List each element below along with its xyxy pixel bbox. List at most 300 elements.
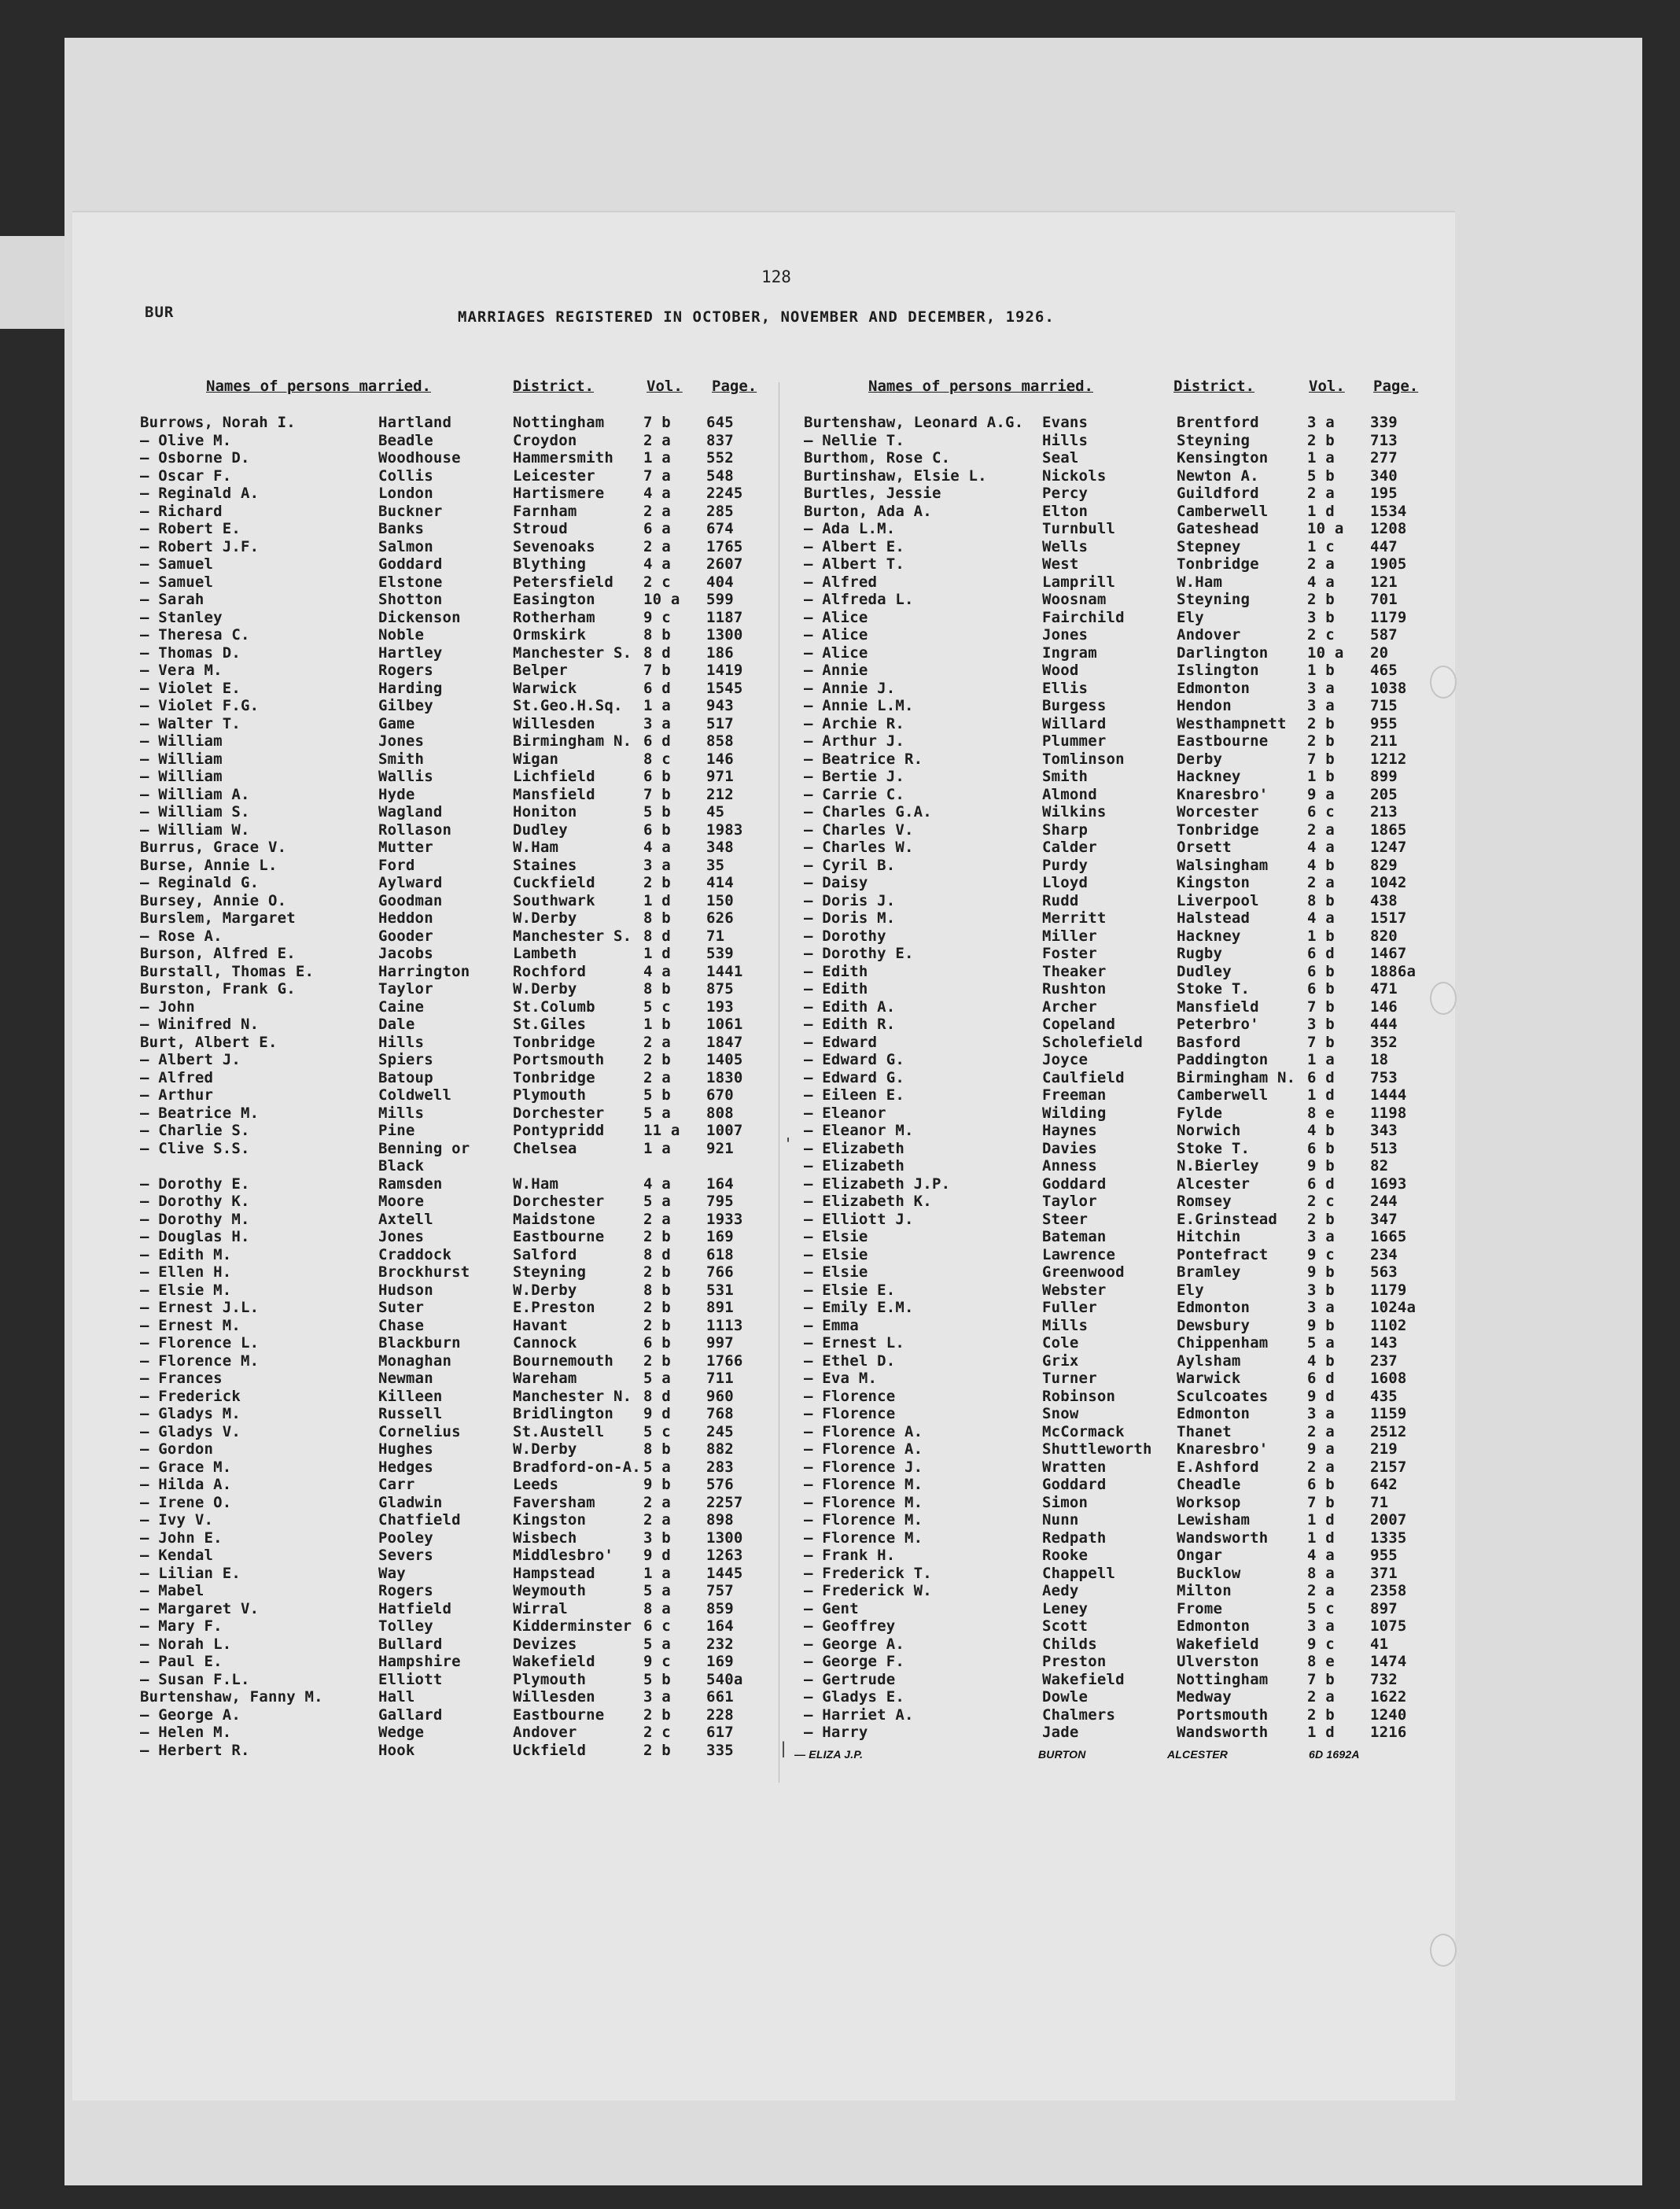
entry-vol: 2 a <box>643 1069 671 1086</box>
entry-district: Wigan <box>513 750 559 768</box>
entry-district: Worksop <box>1177 1494 1241 1511</box>
entry-spouse: Cole <box>1042 1334 1079 1352</box>
entry-row <box>140 1175 769 1193</box>
entry-vol: 8 e <box>1307 1104 1335 1122</box>
entry-vol: 3 b <box>1307 1282 1335 1299</box>
entry-vol: 2 a <box>643 432 671 449</box>
entry-name: — Florence M. <box>804 1511 923 1529</box>
entry-spouse: Willard <box>1042 715 1107 732</box>
entry-page: 150 <box>706 892 734 909</box>
entry-name: — Gent <box>804 1600 859 1617</box>
entry-row <box>140 821 769 839</box>
entry-name: — Gladys V. <box>140 1423 241 1440</box>
entry-row <box>140 945 769 962</box>
entry-spouse: Chase <box>378 1317 425 1334</box>
entry-page: 711 <box>706 1370 734 1387</box>
entry-district: Weymouth <box>513 1582 587 1599</box>
entry-vol: 2 c <box>643 1724 671 1741</box>
entry-name: — Eleanor <box>804 1104 886 1122</box>
entry-row <box>804 874 1433 891</box>
entry-row <box>804 1653 1433 1670</box>
entry-name: — Cyril B. <box>804 857 896 874</box>
entry-vol: 8 b <box>1307 892 1335 909</box>
entry-name: — Edward G. <box>804 1051 905 1068</box>
entry-vol: 2 c <box>1307 626 1335 644</box>
entry-name: — Harry <box>804 1724 868 1741</box>
entry-name: — Florence M. <box>804 1494 923 1511</box>
entry-spouse: Russell <box>378 1405 443 1422</box>
entry-row <box>140 1140 769 1157</box>
entry-page: 1983 <box>706 821 743 839</box>
entry-district: Eastbourne <box>513 1706 605 1724</box>
entry-page: 1765 <box>706 538 743 555</box>
entry-district: Camberwell <box>1177 503 1269 520</box>
entry-row <box>804 1529 1433 1547</box>
entry-name: — Albert J. <box>140 1051 241 1068</box>
entry-page: 661 <box>706 1688 734 1706</box>
entry-name: Burson, Alfred E. <box>140 945 296 962</box>
entry-vol: 3 a <box>643 857 671 874</box>
entry-page: 617 <box>706 1724 734 1741</box>
entry-vol: 2 a <box>643 1511 671 1529</box>
entry-row <box>804 803 1433 821</box>
entry-name: — Violet E. <box>140 680 241 697</box>
entry-district: Halstead <box>1177 909 1251 927</box>
entry-spouse: Hills <box>1042 432 1089 449</box>
entry-page: 943 <box>706 697 734 714</box>
entry-name: — Elsie <box>804 1246 868 1263</box>
entry-district: Staines <box>513 857 577 874</box>
entry-page: 82 <box>1370 1157 1389 1175</box>
entry-spouse: Almond <box>1042 786 1097 803</box>
entry-row <box>140 1653 769 1670</box>
entry-row <box>140 1069 769 1086</box>
entry-name: — Florence <box>804 1405 896 1422</box>
entry-district: Tonbridge <box>1177 821 1259 839</box>
entry-page: 18 <box>1370 1051 1389 1068</box>
entry-vol: 3 a <box>1307 680 1335 697</box>
entry-spouse: Webster <box>1042 1282 1107 1299</box>
entry-name: — Gertrude <box>804 1671 896 1688</box>
entry-spouse: Taylor <box>378 980 433 998</box>
entry-page: 2157 <box>1370 1459 1407 1476</box>
entry-district: W.Derby <box>513 980 577 998</box>
entry-name: — Albert T. <box>804 555 905 573</box>
entry-page: 1405 <box>706 1051 743 1068</box>
entry-district: Cheadle <box>1177 1476 1241 1493</box>
entry-vol: 4 a <box>1307 909 1335 927</box>
entry-spouse: Beadle <box>378 432 433 449</box>
entry-name: — Kendal <box>140 1547 214 1564</box>
entry-name: — Ernest L. <box>804 1334 905 1352</box>
entry-row <box>140 732 769 750</box>
entry-row <box>804 503 1433 520</box>
entry-row <box>804 1636 1433 1653</box>
entry-district: Kingston <box>1177 874 1251 891</box>
entry-district: Wirral <box>513 1600 568 1617</box>
entry-page: 1693 <box>1370 1175 1407 1193</box>
entry-name: — Olive M. <box>140 432 232 449</box>
entry-row <box>140 1494 769 1511</box>
entry-district: Camberwell <box>1177 1086 1269 1104</box>
entry-district: St.Geo.H.Sq. <box>513 697 623 714</box>
entry-district: Hitchin <box>1177 1228 1241 1245</box>
entry-row <box>804 591 1433 608</box>
entry-page: 35 <box>706 857 725 874</box>
entry-district: Tonbridge <box>1177 555 1259 573</box>
entry-district: Thanet <box>1177 1423 1232 1440</box>
entry-page: 674 <box>706 520 734 537</box>
entry-name: — Edith A. <box>804 998 896 1016</box>
entry-row <box>804 1104 1433 1122</box>
entry-spouse: Craddock <box>378 1246 452 1263</box>
entry-vol: 3 b <box>643 1529 671 1547</box>
entry-page: 1300 <box>706 626 743 644</box>
entry-vol: 3 a <box>643 1688 671 1706</box>
entry-district: Croydon <box>513 432 577 449</box>
entry-district: W.Derby <box>513 909 577 927</box>
entry-row <box>140 1034 769 1051</box>
entry-vol: 5 a <box>643 1582 671 1599</box>
entry-page: 71 <box>1370 1494 1389 1511</box>
entry-name: — Florence A. <box>804 1440 923 1458</box>
entry-spouse: Seal <box>1042 449 1079 467</box>
entry-name: — Florence M. <box>140 1352 260 1370</box>
entry-page: 1263 <box>706 1547 743 1564</box>
entry-vol: 8 b <box>643 980 671 998</box>
entry-row <box>140 1405 769 1422</box>
entry-spouse: Benning or <box>378 1140 470 1157</box>
entry-page: 599 <box>706 591 734 608</box>
entry-page: 513 <box>1370 1140 1398 1157</box>
entry-spouse: Joyce <box>1042 1051 1089 1068</box>
entry-page: 414 <box>706 874 734 891</box>
entry-row <box>140 998 769 1016</box>
entry-row <box>140 1370 769 1387</box>
entry-vol: 9 b <box>1307 1157 1335 1175</box>
entry-vol: 5 c <box>643 998 671 1016</box>
entry-spouse: Mutter <box>378 839 433 856</box>
entry-district: Peterbro' <box>1177 1016 1259 1033</box>
entry-name: — Charles G.A. <box>804 803 932 821</box>
entry-district: Norwich <box>1177 1122 1241 1139</box>
entry-vol: 6 d <box>1307 1175 1335 1193</box>
entry-vol: 3 b <box>1307 609 1335 626</box>
entry-vol: 8 d <box>643 927 671 945</box>
entry-page: 1024a <box>1370 1299 1417 1316</box>
entry-spouse: Dickenson <box>378 609 461 626</box>
entry-name: — Archie R. <box>804 715 905 732</box>
entry-page: 576 <box>706 1476 734 1493</box>
entry-vol: 1 b <box>1307 662 1335 679</box>
entry-name: — Nellie T. <box>804 432 905 449</box>
entry-vol: 5 b <box>643 803 671 821</box>
entry-spouse: Rogers <box>378 662 433 679</box>
entry-page: 715 <box>1370 697 1398 714</box>
entry-page: 713 <box>1370 432 1398 449</box>
entry-name: — Edith M. <box>140 1246 232 1263</box>
entry-vol: 1 d <box>1307 503 1335 520</box>
entry-row <box>804 626 1433 644</box>
page-number: 128 <box>761 267 791 286</box>
entry-page: 193 <box>706 998 734 1016</box>
entry-page: 1038 <box>1370 680 1407 697</box>
entry-row <box>140 1228 769 1245</box>
entry-spouse: Lawrence <box>1042 1246 1116 1263</box>
entry-spouse: Heddon <box>378 909 433 927</box>
entry-page: 1042 <box>1370 874 1407 891</box>
entry-row <box>140 662 769 679</box>
entry-spouse: Ford <box>378 857 415 874</box>
surname-letters: BUR <box>145 304 175 321</box>
entry-spouse: Wratten <box>1042 1459 1107 1476</box>
entry-name: — Gladys M. <box>140 1405 241 1422</box>
entry-vol: 1 a <box>643 697 671 714</box>
entry-page: 1534 <box>1370 503 1407 520</box>
entry-vol: 1 b <box>1307 768 1335 785</box>
entry-row <box>140 573 769 591</box>
entry-spouse: Calder <box>1042 839 1097 856</box>
entry-spouse: Percy <box>1042 485 1089 502</box>
entry-row <box>140 1352 769 1370</box>
entry-district: Kingston <box>513 1511 587 1529</box>
entry-spouse: Hampshire <box>378 1653 461 1670</box>
entry-district: Hackney <box>1177 768 1241 785</box>
entry-district: Guildford <box>1177 485 1259 502</box>
entry-vol: 2 b <box>1307 432 1335 449</box>
entry-name: — Mabel <box>140 1582 204 1599</box>
entry-vol: 7 b <box>1307 1671 1335 1688</box>
entry-district: Knaresbro' <box>1177 1440 1269 1458</box>
entry-name: — Herbert R. <box>140 1742 250 1759</box>
entry-row <box>140 786 769 803</box>
entry-name: — Reginald A. <box>140 485 260 502</box>
entry-name: — Alfred <box>140 1069 214 1086</box>
entry-row <box>140 1706 769 1724</box>
entry-vol: 8 c <box>643 750 671 768</box>
entry-vol: 9 d <box>1307 1388 1335 1405</box>
entry-spouse: London <box>378 485 433 502</box>
entry-district: Edmonton <box>1177 1617 1251 1635</box>
entry-row <box>804 1459 1433 1476</box>
entry-district: Belper <box>513 662 568 679</box>
entry-page: 757 <box>706 1582 734 1599</box>
entry-district: E.Preston <box>513 1299 595 1316</box>
entry-row <box>140 1193 769 1210</box>
entry-name: — Eva M. <box>804 1370 878 1387</box>
entry-name: — Edith <box>804 980 868 998</box>
entry-name: — William A. <box>140 786 250 803</box>
entry-vol: 4 b <box>1307 1122 1335 1139</box>
entry-spouse: Ellis <box>1042 680 1089 697</box>
entry-name: Burtenshaw, Fanny M. <box>140 1688 323 1706</box>
entry-vol: 1 a <box>1307 1051 1335 1068</box>
entry-page: 186 <box>706 644 734 662</box>
entry-row <box>804 662 1433 679</box>
entry-page: 339 <box>1370 414 1398 431</box>
entry-district: Pontypridd <box>513 1122 605 1139</box>
entry-page: 2257 <box>706 1494 743 1511</box>
entry-district: Steyning <box>1177 432 1251 449</box>
entry-page: 645 <box>706 414 734 431</box>
entry-district: Cannock <box>513 1334 577 1352</box>
entry-spouse: Suter <box>378 1299 425 1316</box>
entry-page: 244 <box>1370 1193 1398 1210</box>
entry-name: — Doris J. <box>804 892 896 909</box>
entry-name: — Ernest M. <box>140 1317 241 1334</box>
entry-spouse: Lamprill <box>1042 573 1116 591</box>
entry-name: — Ada L.M. <box>804 520 896 537</box>
entry-district: W.Ham <box>513 1175 559 1193</box>
entry-vol: 2 a <box>643 1034 671 1051</box>
entry-district: St.Giles <box>513 1016 587 1033</box>
entry-row <box>804 485 1433 502</box>
entry-spouse: Grix <box>1042 1352 1079 1370</box>
entry-district: Ely <box>1177 609 1204 626</box>
entry-row <box>804 1352 1433 1370</box>
entry-spouse: Archer <box>1042 998 1097 1016</box>
entry-district: Uckfield <box>513 1742 587 1759</box>
entry-vol: 1 d <box>643 945 671 962</box>
entry-spouse: Cornelius <box>378 1423 461 1440</box>
entry-vol: 9 c <box>1307 1246 1335 1263</box>
vol-column-header: Vol. <box>1309 378 1345 395</box>
entry-district: Birmingham N. <box>513 732 632 750</box>
entry-vol: 8 a <box>643 1600 671 1617</box>
entry-spouse: Davies <box>1042 1140 1097 1157</box>
entry-page: 548 <box>706 467 734 485</box>
entry-page: 1445 <box>706 1565 743 1582</box>
entry-district: St.Austell <box>513 1423 605 1440</box>
entry-spouse: Nickols <box>1042 467 1107 485</box>
entry-spouse: Chatfield <box>378 1511 461 1529</box>
entry-name: Burrows, Norah I. <box>140 414 296 431</box>
entry-spouse: Leney <box>1042 1600 1089 1617</box>
handwritten-spouse: BURTON <box>1038 1748 1086 1761</box>
entry-name: — Edward <box>804 1034 878 1051</box>
entry-page: 1159 <box>1370 1405 1407 1422</box>
entry-page: 211 <box>1370 732 1398 750</box>
entry-vol: 2 b <box>1307 1706 1335 1724</box>
entry-page: 228 <box>706 1706 734 1724</box>
entry-row <box>140 591 769 608</box>
entry-page: 340 <box>1370 467 1398 485</box>
entry-row <box>804 1317 1433 1334</box>
entry-vol: 5 c <box>1307 1600 1335 1617</box>
entry-row <box>804 1547 1433 1564</box>
entry-vol: 9 c <box>643 1653 671 1670</box>
entry-vol: 6 d <box>1307 945 1335 962</box>
vol-column-header: Vol. <box>647 378 683 395</box>
entry-page: 517 <box>706 715 734 732</box>
entry-district: Dorchester <box>513 1104 605 1122</box>
entry-vol: 1 a <box>643 1140 671 1157</box>
entry-name: — Emily E.M. <box>804 1299 914 1316</box>
entry-name: — Beatrice M. <box>140 1104 260 1122</box>
entry-name: — Hilda A. <box>140 1476 232 1493</box>
entry-district: St.Columb <box>513 998 595 1016</box>
entry-name: — Florence M. <box>804 1476 923 1493</box>
names-column-header: Names of persons married. <box>868 378 1093 395</box>
entry-vol: 10 a <box>1307 520 1344 537</box>
entry-vol: 7 b <box>1307 750 1335 768</box>
entry-page: 465 <box>1370 662 1398 679</box>
entry-spouse: Wagland <box>378 803 443 821</box>
entry-district: Stoke T. <box>1177 1140 1251 1157</box>
entry-district: Wareham <box>513 1370 577 1387</box>
entry-spouse: Shuttleworth <box>1042 1440 1152 1458</box>
entry-district: Wakefield <box>513 1653 595 1670</box>
entry-row <box>804 414 1433 431</box>
entry-row <box>140 1636 769 1653</box>
entry-vol: 4 a <box>643 963 671 980</box>
entry-name: — Winifred N. <box>140 1016 260 1033</box>
entry-vol: 2 b <box>643 1317 671 1334</box>
entry-spouse: Burgess <box>1042 697 1107 714</box>
entry-page: 41 <box>1370 1636 1389 1653</box>
entry-spouse: Hook <box>378 1742 415 1759</box>
entry-row <box>804 750 1433 768</box>
entry-vol: 3 b <box>1307 1016 1335 1033</box>
entry-vol: 6 d <box>1307 1069 1335 1086</box>
entry-row <box>804 839 1433 856</box>
entry-spouse: Lloyd <box>1042 874 1089 891</box>
side-tab <box>0 236 64 329</box>
entry-name: — Frederick <box>140 1388 241 1405</box>
entry-name: — Dorothy M. <box>140 1211 250 1228</box>
entry-spouse: Pooley <box>378 1529 433 1547</box>
entry-spouse: Goodman <box>378 892 443 909</box>
entry-name: — Elsie <box>804 1228 868 1245</box>
entry-row <box>140 1334 769 1352</box>
entry-vol: 2 b <box>643 874 671 891</box>
entry-name: Burton, Ada A. <box>804 503 932 520</box>
entry-district: Manchester S. <box>513 644 632 662</box>
entry-spouse: Bullard <box>378 1636 443 1653</box>
entry-name: — Susan F.L. <box>140 1671 250 1688</box>
entry-page: 971 <box>706 768 734 785</box>
entry-spouse: Steer <box>1042 1211 1089 1228</box>
entry-row <box>804 732 1433 750</box>
entry-district: Steyning <box>1177 591 1251 608</box>
entry-vol: 9 c <box>1307 1636 1335 1653</box>
entry-row <box>804 1157 1433 1175</box>
entry-vol: 2 b <box>643 1228 671 1245</box>
entry-page: 808 <box>706 1104 734 1122</box>
entry-district: E.Ashford <box>1177 1459 1259 1476</box>
entry-spouse: Hedges <box>378 1459 433 1476</box>
entry-row <box>140 467 769 485</box>
entry-district: Hampstead <box>513 1565 595 1582</box>
entry-row <box>804 555 1433 573</box>
entry-spouse: Rooke <box>1042 1547 1089 1564</box>
entry-page: 169 <box>706 1228 734 1245</box>
entry-spouse: Snow <box>1042 1405 1079 1422</box>
entry-vol: 1 d <box>1307 1086 1335 1104</box>
entry-page: 997 <box>706 1334 734 1352</box>
entry-row <box>140 1440 769 1458</box>
entry-name: — George F. <box>804 1653 905 1670</box>
entry-district: Dewsbury <box>1177 1317 1251 1334</box>
entry-vol: 7 a <box>643 467 671 485</box>
entry-vol: 7 b <box>1307 998 1335 1016</box>
entry-name: — Ethel D. <box>804 1352 896 1370</box>
entry-name: — Samuel <box>140 555 214 573</box>
entry-page: 1886a <box>1370 963 1417 980</box>
entry-page: 2607 <box>706 555 743 573</box>
entry-page: 701 <box>1370 591 1398 608</box>
entry-district: Portsmouth <box>1177 1706 1269 1724</box>
